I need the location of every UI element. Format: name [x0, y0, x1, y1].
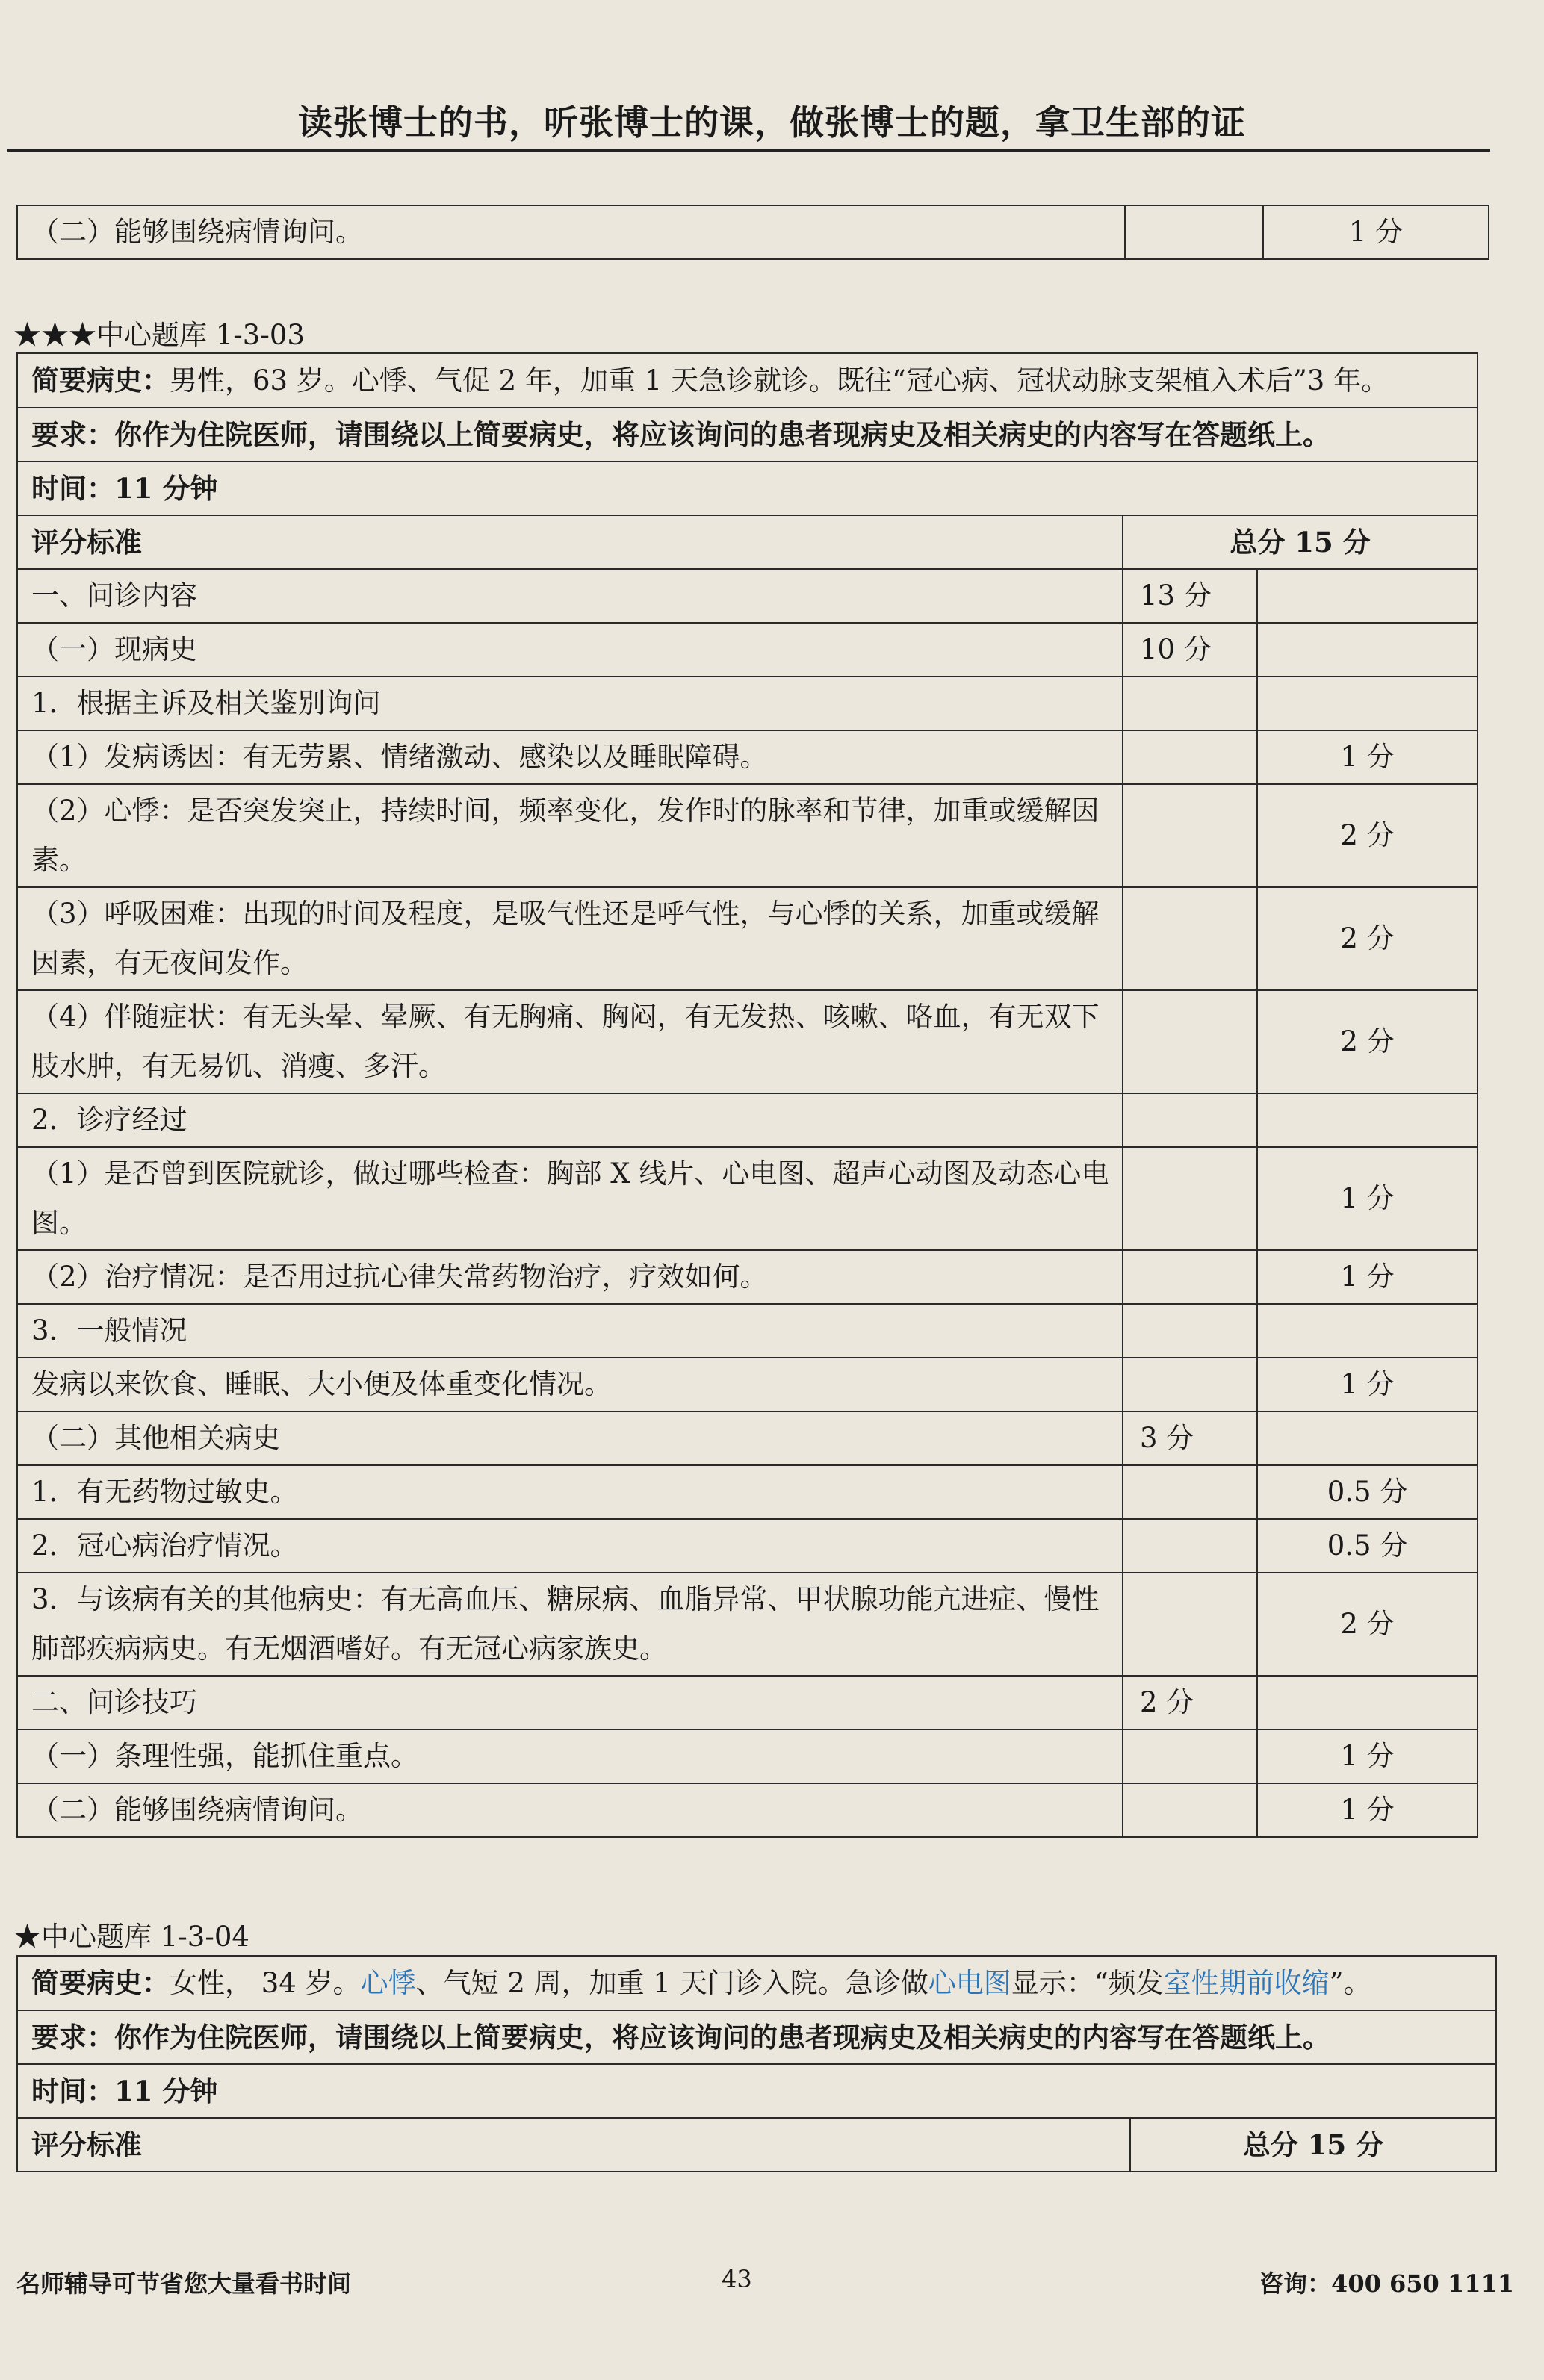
- criteria-subtotal: 13 分: [1123, 569, 1257, 623]
- criteria-row: [17, 1250, 1478, 1304]
- time-cell: [17, 2064, 1496, 2118]
- requirement-text: 要求：你作为住院医师，请围绕以上简要病史，将应该询问的患者现病史及相关病史的内容写在答题纸上。: [17, 2010, 1496, 2064]
- page-header-title: 读张博士的书，听张博士的课，做张博士的题，拿卫生部的证: [298, 102, 1246, 143]
- criteria-subtotal: 3 分: [1123, 1411, 1257, 1465]
- criteria-subtotal: [1123, 1093, 1257, 1147]
- history-part: ”。: [1329, 1967, 1371, 1999]
- criteria-row: [17, 887, 1478, 990]
- criteria-score: [1257, 1411, 1478, 1465]
- criteria-row: [17, 623, 1478, 677]
- criteria-subtotal: [1123, 1147, 1257, 1250]
- criteria-score: 0.5 分: [1257, 1519, 1478, 1573]
- criteria-score: 2 分: [1257, 990, 1478, 1093]
- requirement-row: [17, 408, 1478, 462]
- criteria-score: 1 分: [1257, 1783, 1478, 1837]
- criteria-row: [17, 1093, 1478, 1147]
- page-number: 43: [722, 2265, 752, 2293]
- time-row: [17, 2064, 1496, 2118]
- criteria-item: 2．诊疗经过: [17, 1093, 1123, 1147]
- criteria-item: 3．一般情况: [17, 1304, 1123, 1358]
- criteria-row: [17, 1358, 1478, 1411]
- criteria-subtotal: 10 分: [1123, 623, 1257, 677]
- criteria-row: [17, 784, 1478, 887]
- criteria-subtotal: [1123, 1250, 1257, 1304]
- criteria-score: 1 分: [1257, 1730, 1478, 1783]
- criteria-row: [17, 1465, 1478, 1519]
- criteria-item: （4）伴随症状：有无头晕、晕厥、有无胸痛、胸闷，有无发热、咳嗽、咯血，有无双下肢水肿，有无易饥、消瘦、多汗。: [17, 990, 1123, 1093]
- history-label: 简要病史：: [31, 364, 170, 397]
- criteria-item: 发病以来饮食、睡眠、大小便及体重变化情况。: [17, 1358, 1123, 1411]
- criteria-subtotal: [1123, 1573, 1257, 1676]
- history-label: 简要病史：: [31, 1966, 170, 1999]
- history-row: [17, 1956, 1496, 2010]
- criteria-item: （1）发病诱因：有无劳累、情绪激动、感染以及睡眠障碍。: [17, 730, 1123, 784]
- section-title-1-3-04: ★中心题库 1-3-04: [13, 1921, 249, 1953]
- criteria-score: 1 分: [1257, 1147, 1478, 1250]
- criteria-score: [1257, 677, 1478, 730]
- criteria-score: 2 分: [1257, 1573, 1478, 1676]
- time-label: 时间：: [31, 2075, 114, 2107]
- criteria-row: [17, 1519, 1478, 1573]
- criteria-label: 评分标准: [17, 2118, 1130, 2172]
- criteria-score: [1257, 569, 1478, 623]
- criteria-score: [1257, 1676, 1478, 1730]
- criteria-subtotal: 2 分: [1123, 1676, 1257, 1730]
- criteria-score: 2 分: [1257, 887, 1478, 990]
- requirement-row: [17, 2010, 1496, 2064]
- criteria-score: 2 分: [1257, 784, 1478, 887]
- history-part: 、气短 2 周，加重 1 天门诊入院。急诊做: [415, 1967, 928, 1999]
- history-link-pvc: 室性期前收缩: [1163, 1967, 1330, 1999]
- criteria-row: [17, 1147, 1478, 1250]
- history-row: [17, 353, 1478, 408]
- criteria-item: （2）治疗情况：是否用过抗心律失常药物治疗，疗效如何。: [17, 1250, 1123, 1304]
- criteria-score: [1257, 623, 1478, 677]
- criteria-row: [17, 677, 1478, 730]
- header-divider: [7, 149, 1490, 152]
- criteria-subtotal: [1123, 1519, 1257, 1573]
- criteria-item: （一）现病史: [17, 623, 1123, 677]
- history-link-ecg: 心电图: [928, 1967, 1011, 1999]
- criteria-subtotal: [1123, 1304, 1257, 1358]
- row-subscore: [1125, 205, 1263, 259]
- criteria-row: [17, 730, 1478, 784]
- total-score: 总分 15 分: [1123, 515, 1478, 569]
- time-value: 11 分钟: [114, 2075, 218, 2107]
- brief-history: [17, 353, 1478, 408]
- criteria-item: （2）心悸：是否突发突止，持续时间，频率变化，发作时的脉率和节律，加重或缓解因素。: [17, 784, 1123, 887]
- criteria-row: [17, 1573, 1478, 1676]
- time-label: 时间：: [31, 472, 114, 505]
- criteria-score: 1 分: [1257, 1358, 1478, 1411]
- criteria-row: [17, 569, 1478, 623]
- criteria-subtotal: [1123, 990, 1257, 1093]
- table-row: [17, 205, 1489, 259]
- history-text: 男性，63 岁。心悸、气促 2 年，加重 1 天急诊就诊。既往“冠心病、冠状动脉支架植入术后”3 年。: [170, 364, 1389, 397]
- criteria-subtotal: [1123, 784, 1257, 887]
- continuation-table: [16, 205, 1489, 260]
- criteria-subtotal: [1123, 1465, 1257, 1519]
- history-part: 显示：“频发: [1011, 1967, 1164, 1999]
- footer-contact: 咨询：400 650 1111: [1259, 2269, 1514, 2298]
- criteria-header-row: [17, 515, 1478, 569]
- criteria-item: （3）呼吸困难：出现的时间及程度，是吸气性还是呼气性，与心悸的关系，加重或缓解因素，有无夜间发作。: [17, 887, 1123, 990]
- criteria-row: [17, 1730, 1478, 1783]
- criteria-subtotal: [1123, 677, 1257, 730]
- time-cell: [17, 462, 1478, 515]
- criteria-row: [17, 1304, 1478, 1358]
- criteria-subtotal: [1123, 887, 1257, 990]
- criteria-item: 1．有无药物过敏史。: [17, 1465, 1123, 1519]
- criteria-item: 一、问诊内容: [17, 569, 1123, 623]
- requirement-text: 要求：你作为住院医师，请围绕以上简要病史，将应该询问的患者现病史及相关病史的内容写在答题纸上。: [17, 408, 1478, 462]
- section-title-1-3-03: ★★★中心题库 1-3-03: [13, 319, 305, 351]
- criteria-score: 0.5 分: [1257, 1465, 1478, 1519]
- history-part: 女性， 34 岁。: [170, 1967, 361, 1999]
- criteria-row: [17, 990, 1478, 1093]
- criteria-row: [17, 1411, 1478, 1465]
- criteria-score: [1257, 1093, 1478, 1147]
- row-text: （二）能够围绕病情询问。: [17, 205, 1125, 259]
- criteria-score: [1257, 1304, 1478, 1358]
- criteria-subtotal: [1123, 1730, 1257, 1783]
- criteria-item: 1．根据主诉及相关鉴别询问: [17, 677, 1123, 730]
- criteria-row: [17, 1676, 1478, 1730]
- criteria-subtotal: [1123, 1783, 1257, 1837]
- criteria-item: （一）条理性强，能抓住重点。: [17, 1730, 1123, 1783]
- criteria-subtotal: [1123, 1358, 1257, 1411]
- total-score: 总分 15 分: [1130, 2118, 1496, 2172]
- criteria-item: （二）能够围绕病情询问。: [17, 1783, 1123, 1837]
- footer-slogan: 名师辅导可节省您大量看书时间: [16, 2269, 352, 2298]
- question-table-1-3-04: [16, 1955, 1497, 2172]
- time-value: 11 分钟: [114, 472, 218, 505]
- criteria-item: 2．冠心病治疗情况。: [17, 1519, 1123, 1573]
- criteria-score: 1 分: [1257, 730, 1478, 784]
- criteria-score: 1 分: [1257, 1250, 1478, 1304]
- row-score: 1 分: [1263, 205, 1489, 259]
- criteria-item: 3．与该病有关的其他病史：有无高血压、糖尿病、血脂异常、甲状腺功能亢进症、慢性肺部疾病病史。有无烟酒嗜好。有无冠心病家族史。: [17, 1573, 1123, 1676]
- criteria-item: （二）其他相关病史: [17, 1411, 1123, 1465]
- brief-history: [17, 1956, 1496, 2010]
- criteria-item: （1）是否曾到医院就诊，做过哪些检查：胸部 X 线片、心电图、超声心动图及动态心电图。: [17, 1147, 1123, 1250]
- history-link-palpitation: 心悸: [360, 1967, 416, 1999]
- criteria-subtotal: [1123, 730, 1257, 784]
- criteria-rows: [17, 569, 1478, 1837]
- criteria-row: [17, 1783, 1478, 1837]
- criteria-item: 二、问诊技巧: [17, 1676, 1123, 1730]
- time-row: [17, 462, 1478, 515]
- criteria-header-row: [17, 2118, 1496, 2172]
- question-table-1-3-03: [16, 352, 1478, 1838]
- criteria-label: 评分标准: [17, 515, 1123, 569]
